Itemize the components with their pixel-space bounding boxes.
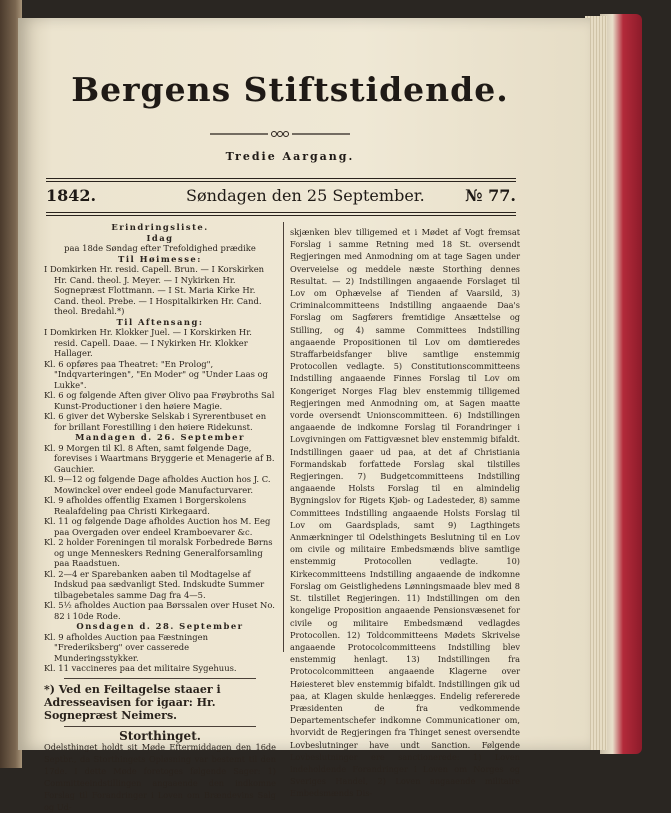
list-item: I Domkirken Hr. resid. Capell. Brun. — I Korskirken Hr. Cand. theol. J. Meyer. — I Nykirken Hr. Sognepræst Flottmann. — I St. Maria Kirke Hr. Cand. theol. Prebe. — I Hospitalkirken Hr. Cand. theol. Bredahl.*) — [44, 264, 265, 316]
dateline-rule-thin — [46, 215, 516, 216]
issue-number: № 77. — [465, 186, 516, 205]
masthead-title: Bergens Stiftstidende. — [71, 70, 509, 109]
list-item: Kl. 9 afholdes offentlig Examen i Borgerskolens Realafdeling paa Christi Kirkegaard. — [44, 495, 247, 516]
list-item: Mandagen d. 26. September — [75, 432, 245, 442]
list-item: Kl. 5½ afholdes Auction paa Børssalen over Huset No. 82 i 10de Rode. — [44, 600, 275, 621]
column-divider — [283, 222, 284, 652]
list-item: Til Aftensang: — [116, 316, 204, 327]
top-rule-thin — [46, 181, 516, 182]
list-item: Kl. 2 holder Foreningen til moralsk Forbedrede Børns og unge Menneskers Redning Generalforsamling paa Raadstuen. — [44, 537, 273, 568]
list-item: Kl. 9 afholdes Auction paa Fæstningen "Frederiksberg" over casserede Munderingsstykker. — [44, 631, 208, 663]
list-item: Kl. 6 og følgende Aften giver Olivo paa Frøybroths Sal Kunst-Productioner i den høiere Magie. — [44, 390, 275, 411]
article-body-continued: skjænken blev tilligemed et i Mødet af Vogt fremsat Forslag i samme Retning med 18 St. oversendt Regjeringen med Anmodning om at tage Sagen under Overveielse og meddele næste Storthing dennes Resultat. — 2) Indstillingen angaaende Forslaget til Lov om Ophævelse af Tienden af Vaarsild, 3) Criminalcommitteens Indstilling angaaende Daa's Forslag om Sagførers fremtidige Ansættelse og Stilling, og 4) samme Committees Indstilling angaaende Propositionen til Lov om dømtieredes Straffarbeidsfanger blive samtlige enstemmig Protocollen vedlagte. 5) Constitutionscommitteens Indstilling angaaende Finnes Forslag til Lov om Kongeriget Norges Flag blev enstemmig tilligemed Regjeringen med Anmodning om, at Sagen maatte vorde oversendt Unionscommitteen. 6) Indstillingen angaaende de indkomne Forslag til Forandringer i Lovgivningen om Fattigvæsnet blev enstemmig bifaldt. Indstillingen gaaer ud paa, at det af Christiania Formandskab forfattede Forslag skal tilstilles Regjeringen. 7) Budgetcommitteens Indstilling angaaende Holsts Forslag til en almindelig Bygningslov for Rigets Kjøb- og Ladesteder, 8) samme Committees Indstilling angaaende Holsts Forslag til Lov om Gaardsplads, samt 9) Lagthingets Anmærkninger til Odelsthingets Beslutning til en Lov om civile og militaire Embedsmænds blive samtlige enstemmig Protocollen vedlagte. 10) Kirkecommitteens Indstilling angaaende de indkomne Forslag om Geistlighedens Lønningsmaade blev med 8 St. tilstillet Regjeringen. 11) Indstillingen om den kongelige Proposition angaaende Pensionsvæsenet for civile og militaire Embedsmænd vedlagdes Protocollen. 12) Toldcommitteens Mødets Skrivelse angaaende Protocolcommitteens Indstilling blev enstemmig henlagt. 13) Indstillingen fra Protocolcommitteen angaaende Klagerne over Høiesteret blev enstemmig bifaldt. Indstillingen gik ud paa, at Klagen skulde henlægges. Endelig refererede Præsidenten de fra vedkommende Departementschefer indkomne Communicationer om, hvorvidt de Regjeringen fra Thinget senest oversendte Lovbeslutninger have undt Sanction. Følgende Lovbeslutninger ere sanctionerede: 1) Loven indeholdende Forandringer i Loven om Norges og Sveriges Handel, 2) Loven angaaende militaire Embedsmænds Dis- — [290, 227, 520, 799]
section-title-erindringsliste: Erindringsliste. — [111, 222, 209, 232]
list-item: I Domkirken Hr. Klokker Juel. — I Korskirken Hr. resid. Capell. Daae. — I Nykirken Hr. Klokker Hallager. — [44, 327, 252, 358]
list-item: Kl. 6 giver det Wyberske Selskab i Syrerentbuset en for brillant Forestilling i den høiere Ridekunst. — [44, 411, 267, 432]
list-item: Idag — [146, 232, 174, 243]
list-item: Kl. 9 Morgen til Kl. 8 Aften, samt følgende Dage, forevises i Waartmans Bryggerie et Menagerie af B. Gauchier. — [44, 442, 275, 474]
list-item: paa 18de Søndag efter Trefoldighed prædike — [64, 243, 256, 253]
issue-date: Søndagen den 25 September. — [186, 186, 425, 205]
subtitle: Tredie Aargang. — [225, 150, 355, 163]
column-right — [290, 226, 520, 800]
dateline-rule — [46, 212, 516, 213]
list-item: Kl. 6 opføres paa Theatret: "En Prolog", "Indqvarteringen", "En Moder" og "Under Laas og Lukke". — [44, 358, 269, 390]
list-item: Onsdagen d. 28. September — [76, 621, 244, 631]
list-item: Kl. 11 vaccineres paa det militaire Sygehuus. — [44, 663, 237, 673]
separator — [64, 678, 256, 679]
list-item: Kl. 9—12 og følgende Dage afholdes Auction hos J. C. Mowinckel over endeel gode Manufacturvarer. — [44, 474, 271, 495]
column-left — [44, 222, 276, 813]
section-title-storthinget: Storthinget. — [119, 728, 201, 743]
issue-year: 1842. — [46, 186, 97, 205]
article-body: Odelsthinget holdt sit Møde Eftermiddagen den 16de Septbr., da Storthingets Opløsning var bestemt til den 17de. I dette Møde foretoges følgende Sager: 1) Committeeindstillingen angaaende den indkomne Forslag til Forandringer i Loven om Brændevins Salg og Ud- — [44, 742, 276, 812]
dateline — [46, 186, 516, 210]
top-rule — [46, 178, 516, 179]
ornament-divider — [210, 128, 350, 140]
list-item: Kl. 11 og følgende Dage afholdes Auction hos M. Eeg paa Overgaden over endeel Kramboevarer &c. — [44, 516, 271, 537]
notice-correction: *) Ved en Feiltagelse staaer i Adresseavisen for igaar: Hr. Sognepræst Neimers. — [44, 682, 221, 722]
separator — [64, 726, 256, 727]
list-item: Til Høimesse: — [118, 253, 202, 264]
list-item: Kl. 2—4 er Sparebanken aaben til Modtagelse af Indskud paa sædvanligt Sted. Indskudte Summer tilbagebetales samme Dag fra 4—5. — [44, 568, 265, 600]
